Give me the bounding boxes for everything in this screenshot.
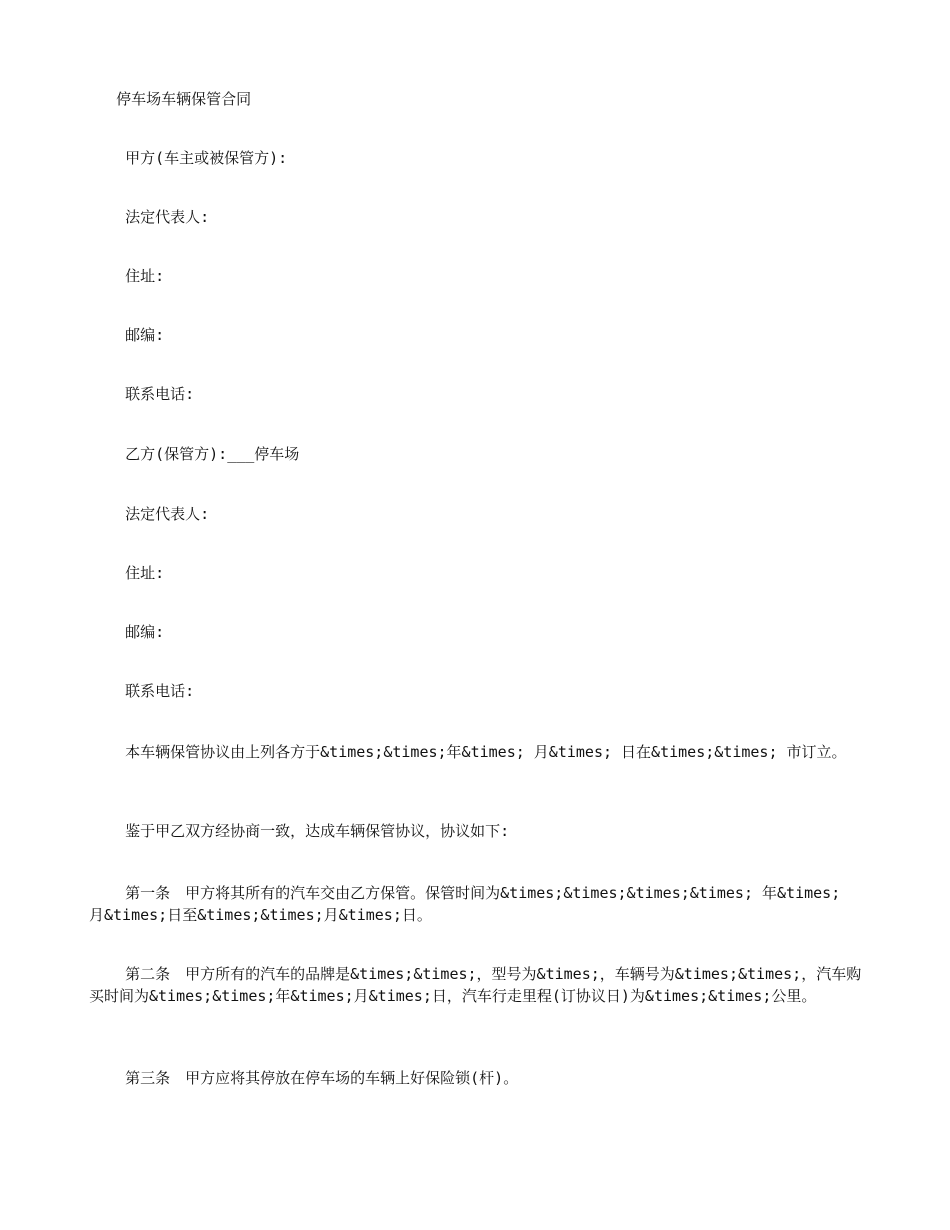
party-b-phone: 联系电话: — [89, 682, 195, 700]
party-b-address: 住址: — [89, 564, 165, 582]
party-b-postcode: 邮编: — [89, 623, 165, 641]
party-a-heading: 甲方(车主或被保管方): — [89, 149, 288, 167]
intro-paragraph: 本车辆保管协议由上列各方于&times;&times;年&times; 月&times; 日在&times;&times; 市订立。 — [89, 743, 847, 761]
party-a-phone: 联系电话: — [89, 385, 195, 403]
party-a-legal-rep: 法定代表人: — [89, 208, 210, 226]
article-2: 第二条 甲方所有的汽车的品牌是&times;&times;，型号为&times;，车辆号为&times;&times;，汽车购买时间为&times;&times;年&times;月&times;日，汽车行走里程(订协议日)为&times;&times;公里。 — [89, 965, 862, 1005]
article-1: 第一条 甲方将其所有的汽车交由乙方保管。保管时间为&times;&times;&times;&times; 年&times; 月&times;日至&times;&times;月&times;日。 — [89, 884, 850, 924]
party-b-legal-rep: 法定代表人: — [89, 505, 210, 523]
consensus-paragraph: 鉴于甲乙双方经协商一致，达成车辆保管协议，协议如下: — [89, 822, 510, 840]
document-title: 停车场车辆保管合同 — [89, 90, 252, 108]
party-b-heading: 乙方(保管方):___停车场 — [89, 445, 300, 463]
article-3: 第三条 甲方应将其停放在停车场的车辆上好保险锁(杆)。 — [89, 1069, 519, 1087]
party-a-address: 住址: — [89, 267, 165, 285]
party-a-postcode: 邮编: — [89, 326, 165, 344]
